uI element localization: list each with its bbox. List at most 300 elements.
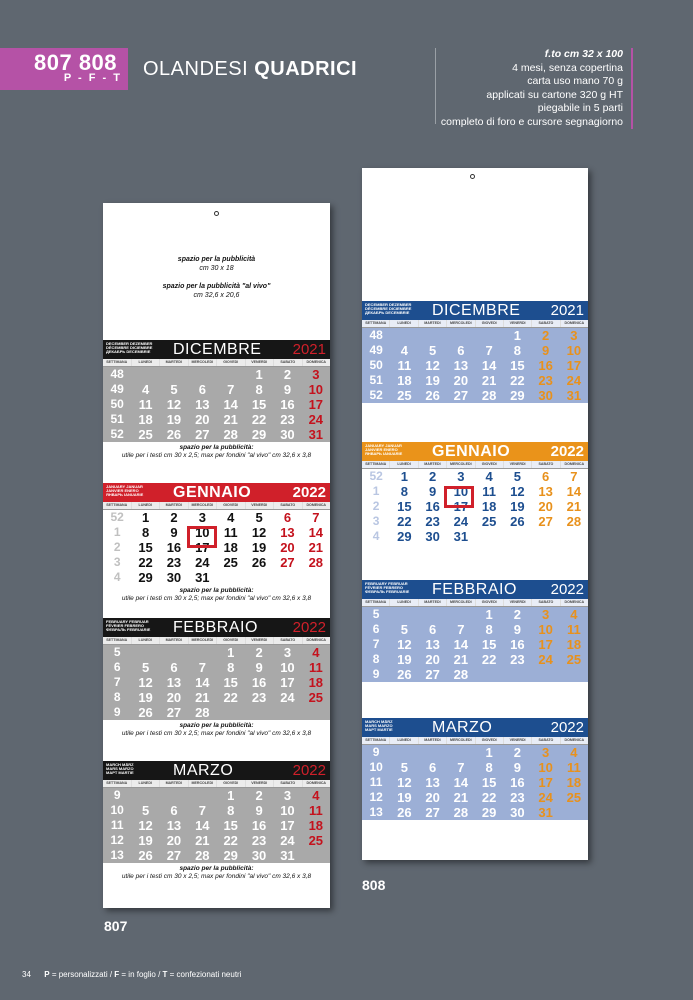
- weekday-label: SETTIMANA: [106, 503, 128, 507]
- month-translation: FEBRUARY FEBRUAR: [365, 581, 408, 586]
- weekday-label: MARTEDI: [418, 737, 446, 744]
- day-cell: 9: [283, 382, 292, 397]
- week-number: 9: [113, 705, 121, 719]
- day-cell: 13: [538, 484, 553, 499]
- day-cell: 9: [513, 622, 521, 637]
- week-row: [362, 499, 588, 514]
- day-cell: 26: [397, 667, 412, 682]
- weekday-label: GIOVEDI: [216, 359, 245, 366]
- day-cell: 15: [138, 540, 153, 555]
- day-cell: 8: [485, 760, 493, 775]
- day-cell: 17: [280, 818, 295, 833]
- week-row: [362, 607, 588, 622]
- day-cell: 22: [223, 690, 238, 705]
- day-cell: 2: [542, 328, 550, 343]
- day-cell: 1: [141, 510, 150, 525]
- day-cell: 12: [138, 675, 153, 690]
- day-cell: 28: [195, 705, 210, 720]
- week-row: [362, 529, 588, 544]
- month-grid: [362, 469, 588, 544]
- day-cell: 19: [397, 652, 412, 667]
- weekday-header: [362, 737, 588, 745]
- ad-note: [103, 442, 330, 460]
- day-cell: 5: [513, 469, 521, 484]
- weekday-label: MERCOLEDI: [446, 461, 474, 468]
- week-row: [103, 818, 330, 833]
- day-cell: 11: [567, 622, 581, 637]
- week-row: [362, 790, 588, 805]
- day-cell: 27: [425, 667, 440, 682]
- month-febbraio: [362, 580, 588, 682]
- month-translations: [365, 303, 425, 316]
- week-number: 52: [369, 388, 383, 402]
- weekday-label: SETTIMANA: [106, 360, 128, 364]
- day-cell: 4: [485, 469, 493, 484]
- day-cell: 11: [308, 803, 323, 818]
- month-dicembre: [103, 340, 330, 460]
- ad-note: [103, 863, 330, 881]
- month-translations: [365, 720, 425, 733]
- month-translation: МАРТ MARTIE: [365, 727, 393, 733]
- week-number: 52: [369, 469, 383, 483]
- weekday-label: VENERDI: [245, 637, 274, 644]
- weekday-label: DOMENICA: [560, 320, 588, 327]
- weekday-label: SETTIMANA: [106, 781, 128, 785]
- hanging-hole: [214, 211, 219, 216]
- day-cell: 13: [453, 358, 469, 373]
- day-cell: 17: [308, 397, 324, 412]
- day-cell: 3: [198, 510, 206, 525]
- week-number: 4: [113, 570, 121, 584]
- weekday-label: SETTIMANA: [365, 738, 387, 742]
- day-cell: 21: [453, 652, 469, 667]
- day-cell: 12: [425, 358, 440, 373]
- day-cell: 12: [166, 397, 182, 412]
- month-translations: [106, 485, 166, 498]
- day-cell: 8: [513, 343, 521, 358]
- day-cell: 25: [566, 790, 582, 805]
- week-row: [103, 397, 330, 412]
- month-header: [362, 442, 588, 461]
- weekday-label: VENERDI: [245, 502, 274, 509]
- week-number: 12: [369, 790, 383, 804]
- day-cell: 8: [227, 803, 235, 818]
- day-cell: 7: [457, 622, 465, 637]
- week-number: 4: [372, 529, 380, 543]
- month-translations: [106, 620, 166, 633]
- ad-note: [103, 720, 330, 738]
- day-cell: 10: [308, 382, 324, 397]
- day-cell: 18: [481, 499, 497, 514]
- month-header: [362, 301, 588, 320]
- week-row: [103, 645, 330, 660]
- weekday-label: MERCOLEDI: [446, 320, 474, 327]
- month-translation: JANUARY JANUAR: [365, 443, 402, 448]
- day-cell: 15: [481, 775, 497, 790]
- day-cell: 27: [280, 555, 295, 570]
- spec-line: carta uso mano 70 g: [527, 75, 623, 87]
- day-cell: 10: [538, 760, 553, 775]
- week-number: 52: [110, 510, 124, 524]
- legend-t-text: = confezionati neutri: [167, 970, 242, 979]
- week-row: [103, 367, 330, 382]
- day-cell: 17: [453, 499, 469, 514]
- day-cell: 6: [170, 803, 178, 818]
- week-number: 10: [110, 803, 124, 817]
- weekday-label: SETTIMANA: [365, 462, 387, 466]
- week-row: [103, 660, 330, 675]
- weekday-label: SABATO: [531, 599, 559, 606]
- day-cell: 11: [138, 397, 153, 412]
- month-gennaio: [362, 442, 588, 544]
- day-cell: 18: [397, 373, 412, 388]
- weekday-label: LUNEDI: [389, 320, 417, 327]
- day-cell: 16: [251, 675, 267, 690]
- day-cell: 10: [195, 525, 210, 540]
- weekday-label: DOMENICA: [560, 599, 588, 606]
- weekday-label: DOMENICA: [302, 502, 331, 509]
- day-cell: 29: [481, 805, 497, 820]
- day-cell: 11: [308, 660, 323, 675]
- day-cell: 19: [138, 690, 153, 705]
- month-translation: JANUARY JANUAR: [106, 484, 143, 489]
- day-cursor: [187, 526, 217, 548]
- day-cell: 19: [251, 540, 267, 555]
- week-number: 9: [372, 745, 380, 759]
- day-cell: 9: [170, 525, 178, 540]
- month-name: FEBBRAIO: [173, 619, 258, 636]
- weekday-label: DOMENICA: [302, 780, 331, 787]
- weekday-label: GIOVEDI: [216, 780, 245, 787]
- day-cell: 24: [195, 555, 210, 570]
- day-cell: 26: [510, 514, 525, 529]
- ad-note-title: spazio per la pubblicità:: [179, 444, 254, 451]
- day-cell: 27: [425, 805, 440, 820]
- week-row: [103, 833, 330, 848]
- day-cell: 14: [453, 637, 469, 652]
- day-cell: 25: [566, 652, 582, 667]
- day-cell: 7: [570, 469, 578, 484]
- week-number: 13: [110, 848, 124, 862]
- day-cell: 11: [482, 484, 496, 499]
- day-cell: 21: [481, 373, 497, 388]
- day-cell: 28: [308, 555, 324, 570]
- day-cell: 3: [283, 788, 292, 803]
- ad-space-size: cm 30 x 18: [199, 265, 234, 272]
- weekday-label: GIOVEDI: [475, 320, 503, 327]
- week-number: 49: [369, 343, 383, 357]
- day-cell: 9: [255, 803, 263, 818]
- ad-note-title: spazio per la pubblicità:: [179, 722, 254, 729]
- day-cell: 31: [453, 529, 469, 544]
- day-cell: 10: [538, 622, 553, 637]
- week-number: 1: [372, 484, 380, 498]
- day-cell: 24: [566, 373, 582, 388]
- month-translation: MARCH MÄRZ: [365, 719, 393, 724]
- day-cell: 1: [227, 645, 235, 660]
- weekday-label: GIOVEDI: [475, 461, 503, 468]
- weekday-label: MARTEDI: [159, 502, 188, 509]
- page-number: 34: [22, 970, 31, 979]
- product-specs: [441, 48, 633, 129]
- day-cell: 6: [429, 760, 437, 775]
- day-cell: 22: [481, 652, 497, 667]
- day-cell: 5: [400, 760, 408, 775]
- day-cell: 21: [223, 412, 238, 427]
- month-header: [103, 340, 330, 359]
- day-cell: 20: [166, 833, 182, 848]
- day-cell: 31: [280, 848, 295, 863]
- ad-note-text: utile per i testi cm 30 x 2,5; max per fondini "al vivo" cm 32,6 x 3,8: [121, 452, 312, 459]
- month-grid: [362, 745, 588, 820]
- weekday-label: LUNEDI: [389, 737, 417, 744]
- month-translations: [106, 763, 166, 776]
- week-row: [103, 690, 330, 705]
- day-cell: 25: [308, 690, 324, 705]
- week-number: 13: [369, 805, 383, 819]
- weekday-label: DOMENICA: [302, 359, 331, 366]
- month-translations: [106, 342, 166, 355]
- ad-space-text: [103, 255, 330, 300]
- month-grid: [103, 645, 330, 720]
- day-cell: 8: [227, 660, 235, 675]
- day-cell: 24: [453, 514, 469, 529]
- day-cell: 21: [195, 833, 210, 848]
- day-cell: 19: [397, 790, 412, 805]
- weekday-label: SABATO: [273, 780, 302, 787]
- weekday-label: MERCOLEDI: [188, 359, 217, 366]
- week-row: [362, 373, 588, 388]
- weekday-label: MARTEDI: [418, 320, 446, 327]
- month-translation: ЯНВАРЬ IANUARIE: [365, 451, 403, 457]
- week-number: 5: [372, 607, 380, 621]
- weekday-label: MERCOLEDI: [188, 780, 217, 787]
- day-cell: 2: [513, 745, 521, 760]
- weekday-label: GIOVEDI: [475, 737, 503, 744]
- week-number: 48: [369, 328, 383, 342]
- day-cell: 25: [308, 833, 324, 848]
- day-cell: 2: [255, 645, 263, 660]
- spec-line: applicati su cartone 320 g HT: [486, 88, 623, 101]
- month-year: 2021: [292, 341, 326, 358]
- week-row: [103, 788, 330, 803]
- day-cell: 20: [425, 790, 440, 805]
- weekday-label: VENERDI: [503, 320, 531, 327]
- day-cell: 22: [481, 790, 497, 805]
- day-cell: 29: [397, 529, 412, 544]
- day-cell: 12: [397, 775, 412, 790]
- weekday-label: DOMENICA: [560, 461, 588, 468]
- day-cell: 20: [195, 412, 210, 427]
- weekday-label: SABATO: [531, 461, 559, 468]
- week-row: [362, 805, 588, 820]
- weekday-label: SETTIMANA: [106, 638, 128, 642]
- day-cell: 18: [308, 675, 324, 690]
- weekday-label: SABATO: [273, 502, 302, 509]
- day-cell: 22: [397, 514, 412, 529]
- weekday-header: [103, 780, 330, 788]
- day-cell: 4: [141, 382, 150, 397]
- month-year: 2021: [550, 302, 584, 319]
- day-cell: 3: [312, 367, 320, 382]
- day-cell: 2: [255, 788, 263, 803]
- day-cell: 11: [223, 525, 238, 540]
- ad-note-text: utile per i testi cm 30 x 2,5; max per fondini "al vivo" cm 32,6 x 3,8: [121, 595, 312, 602]
- week-number: 1: [113, 525, 121, 539]
- day-cell: 13: [280, 525, 295, 540]
- week-number: 2: [113, 540, 121, 554]
- day-cell: 27: [538, 514, 553, 529]
- week-row: [103, 705, 330, 720]
- week-number: 5: [113, 645, 121, 659]
- week-row: [362, 388, 588, 403]
- day-cell: 13: [166, 675, 182, 690]
- day-cell: 4: [312, 645, 320, 660]
- day-cell: 23: [166, 555, 182, 570]
- month-translation: MARCH MÄRZ: [106, 762, 134, 767]
- day-cell: 24: [308, 412, 324, 427]
- day-cell: 14: [223, 397, 238, 412]
- week-number: 50: [369, 358, 383, 372]
- week-number: 9: [372, 667, 380, 681]
- day-cell: 16: [538, 358, 553, 373]
- month-header: [362, 718, 588, 737]
- day-cell: 15: [481, 637, 497, 652]
- month-year: 2022: [292, 484, 326, 501]
- day-cell: 10: [566, 343, 582, 358]
- week-number: 50: [110, 397, 124, 411]
- day-cell: 31: [195, 570, 210, 585]
- day-cell: 20: [538, 499, 553, 514]
- ad-note: [103, 585, 330, 603]
- ad-note-title: spazio per la pubblicità:: [179, 865, 254, 872]
- day-cell: 10: [280, 660, 295, 675]
- day-cell: 27: [453, 388, 469, 403]
- day-cell: 31: [308, 427, 324, 442]
- month-translation: FÉVRIER FEBRERO: [365, 585, 404, 591]
- month-name: FEBBRAIO: [432, 581, 517, 598]
- day-cell: 4: [227, 510, 235, 525]
- day-cell: 30: [510, 805, 525, 820]
- month-translation: ДЕКАБРЬ DECEMBRIE: [106, 349, 151, 355]
- day-cell: 7: [198, 803, 206, 818]
- week-row: [103, 675, 330, 690]
- day-cell: 25: [138, 427, 153, 442]
- month-grid: [362, 607, 588, 682]
- weekday-label: MARTEDI: [159, 359, 188, 366]
- weekday-label: LUNEDI: [389, 599, 417, 606]
- weekday-header: [103, 359, 330, 367]
- page-footer: [22, 970, 241, 979]
- month-translation: MARS MARZO: [365, 723, 393, 729]
- weekday-label: SABATO: [531, 320, 559, 327]
- day-cell: 9: [429, 484, 437, 499]
- day-cell: 25: [397, 388, 412, 403]
- weekday-label: LUNEDI: [131, 637, 160, 644]
- legend-p-text: = personalizzati /: [49, 970, 115, 979]
- day-cell: 20: [425, 652, 440, 667]
- day-cell: 17: [280, 675, 295, 690]
- month-header: [103, 483, 330, 502]
- month-grid: [362, 328, 588, 403]
- week-row: [362, 667, 588, 682]
- week-number: 8: [372, 652, 380, 666]
- week-number: 6: [372, 622, 380, 636]
- week-number: 8: [113, 690, 121, 704]
- month-translation: DECEMBER DEZEMBER: [365, 302, 412, 307]
- day-cell: 12: [510, 484, 525, 499]
- day-cell: 8: [255, 382, 263, 397]
- day-cell: 17: [195, 540, 210, 555]
- month-febbraio: [103, 618, 330, 738]
- spec-line: piegabile in 5 parti: [537, 102, 623, 114]
- weekday-label: MARTEDI: [159, 780, 188, 787]
- month-marzo: [362, 718, 588, 820]
- hanging-hole: [470, 174, 475, 179]
- month-grid: [103, 367, 330, 442]
- day-cell: 27: [166, 848, 182, 863]
- day-cell: 3: [283, 645, 292, 660]
- day-cell: 28: [223, 427, 238, 442]
- day-cell: 23: [425, 514, 440, 529]
- week-row: [362, 484, 588, 499]
- month-translation: FEBRUARY FEBRUAR: [106, 619, 149, 624]
- legend-p: P: [44, 970, 50, 979]
- day-cell: 28: [453, 667, 469, 682]
- day-cell: 25: [481, 514, 497, 529]
- day-cell: 16: [425, 499, 440, 514]
- day-cell: 6: [170, 660, 178, 675]
- ad-note-text: utile per i testi cm 30 x 2,5; max per fondini "al vivo" cm 32,6 x 3,8: [121, 730, 312, 737]
- day-cell: 6: [283, 510, 292, 525]
- day-cell: 3: [542, 607, 550, 622]
- day-cell: 5: [141, 660, 150, 675]
- day-cell: 4: [570, 745, 578, 760]
- week-row: [362, 760, 588, 775]
- weekday-label: MERCOLEDI: [188, 502, 217, 509]
- legend-t: T: [162, 970, 168, 979]
- day-cell: 6: [198, 382, 206, 397]
- week-number: 9: [113, 788, 121, 802]
- week-row: [103, 555, 330, 570]
- month-name: DICEMBRE: [173, 341, 262, 358]
- day-cell: 4: [400, 343, 408, 358]
- weekday-label: LUNEDI: [389, 461, 417, 468]
- month-grid: [103, 788, 330, 863]
- month-marzo: [103, 761, 330, 881]
- day-cell: 6: [429, 622, 437, 637]
- day-cell: 14: [308, 525, 324, 540]
- month-year: 2022: [292, 619, 326, 636]
- day-cell: 23: [280, 412, 295, 427]
- day-cell: 24: [280, 690, 295, 705]
- week-row: [103, 382, 330, 397]
- day-cell: 13: [425, 637, 440, 652]
- day-cell: 13: [195, 397, 210, 412]
- day-cell: 17: [538, 637, 553, 652]
- day-cell: 8: [141, 525, 150, 540]
- day-cell: 23: [251, 833, 267, 848]
- week-row: [362, 469, 588, 484]
- day-cell: 20: [280, 540, 295, 555]
- weekday-label: MERCOLEDI: [446, 737, 474, 744]
- day-cell: 9: [513, 760, 521, 775]
- day-cell: 25: [223, 555, 238, 570]
- model-label-807: 807: [104, 918, 128, 934]
- day-cell: 14: [195, 818, 210, 833]
- week-number: 7: [113, 675, 121, 689]
- spec-format: f.to cm 32 x 100: [544, 48, 623, 60]
